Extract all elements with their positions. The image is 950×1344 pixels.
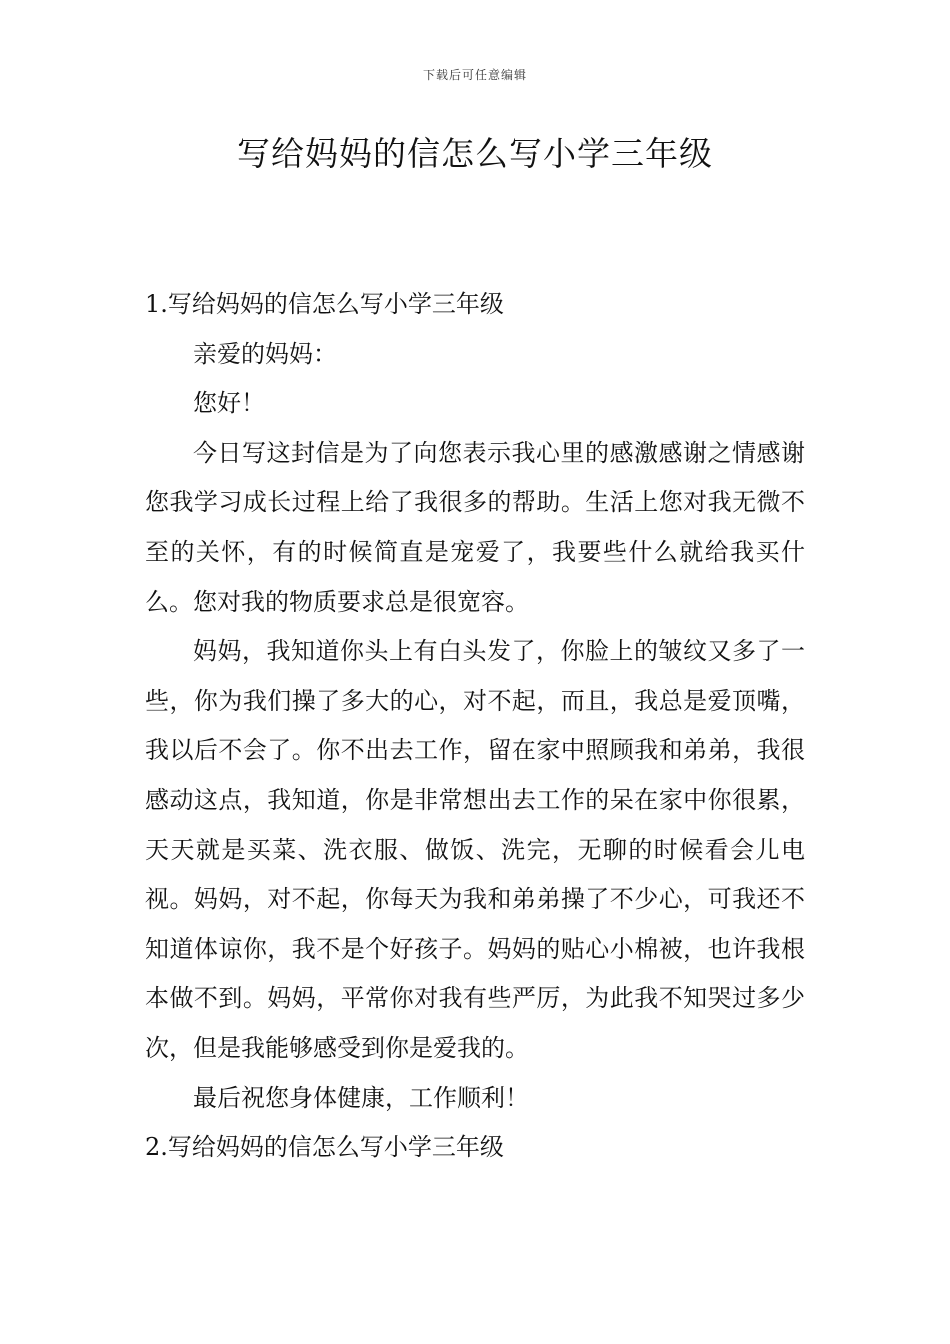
- letter-salutation: 亲爱的妈妈：: [193, 339, 337, 368]
- letter-closing: 最后祝您身体健康，工作顺利！: [193, 1083, 529, 1112]
- document-title: 写给妈妈的信怎么写小学三年级: [237, 134, 713, 173]
- document-body: [145, 280, 805, 1173]
- section-heading: 2.写给妈妈的信怎么写小学三年级: [145, 1133, 504, 1162]
- body-paragraph: 今日写这封信是为了向您表示我心里的感激感谢之情感谢您我学习成长过程上给了我很多的帮助。生活上您对我无微不至的关怀，有的时候简直是宠爱了，我要些什么就给我买什么。您对我的物质要求总是很宽容。: [145, 438, 805, 616]
- letter-greeting: 您好！: [193, 389, 265, 418]
- body-paragraph: 妈妈，我知道你头上有白头发了，你脸上的皱纹又多了一些，你为我们操了多大的心，对不起，而且，我总是爱顶嘴，我以后不会了。你不出去工作，留在家中照顾我和弟弟，我很感动这点，我知道，你是非常想出去工作的呆在家中你很累，天天就是买菜、洗衣服、做饭、洗完，无聊的时候看会儿电视。妈妈，对不起，你每天为我和弟弟操了不少心，可我还不知道体谅你，我不是个好孩子。妈妈的贴心小棉被，也许我根本做不到。妈妈，平常你对我有些严厉，为此我不知哭过多少次，但是我能够感受到你是爱我的。: [145, 637, 805, 1062]
- section-heading: 1.写给妈妈的信怎么写小学三年级: [145, 290, 504, 318]
- header-note: 下载后可任意编辑: [422, 68, 527, 82]
